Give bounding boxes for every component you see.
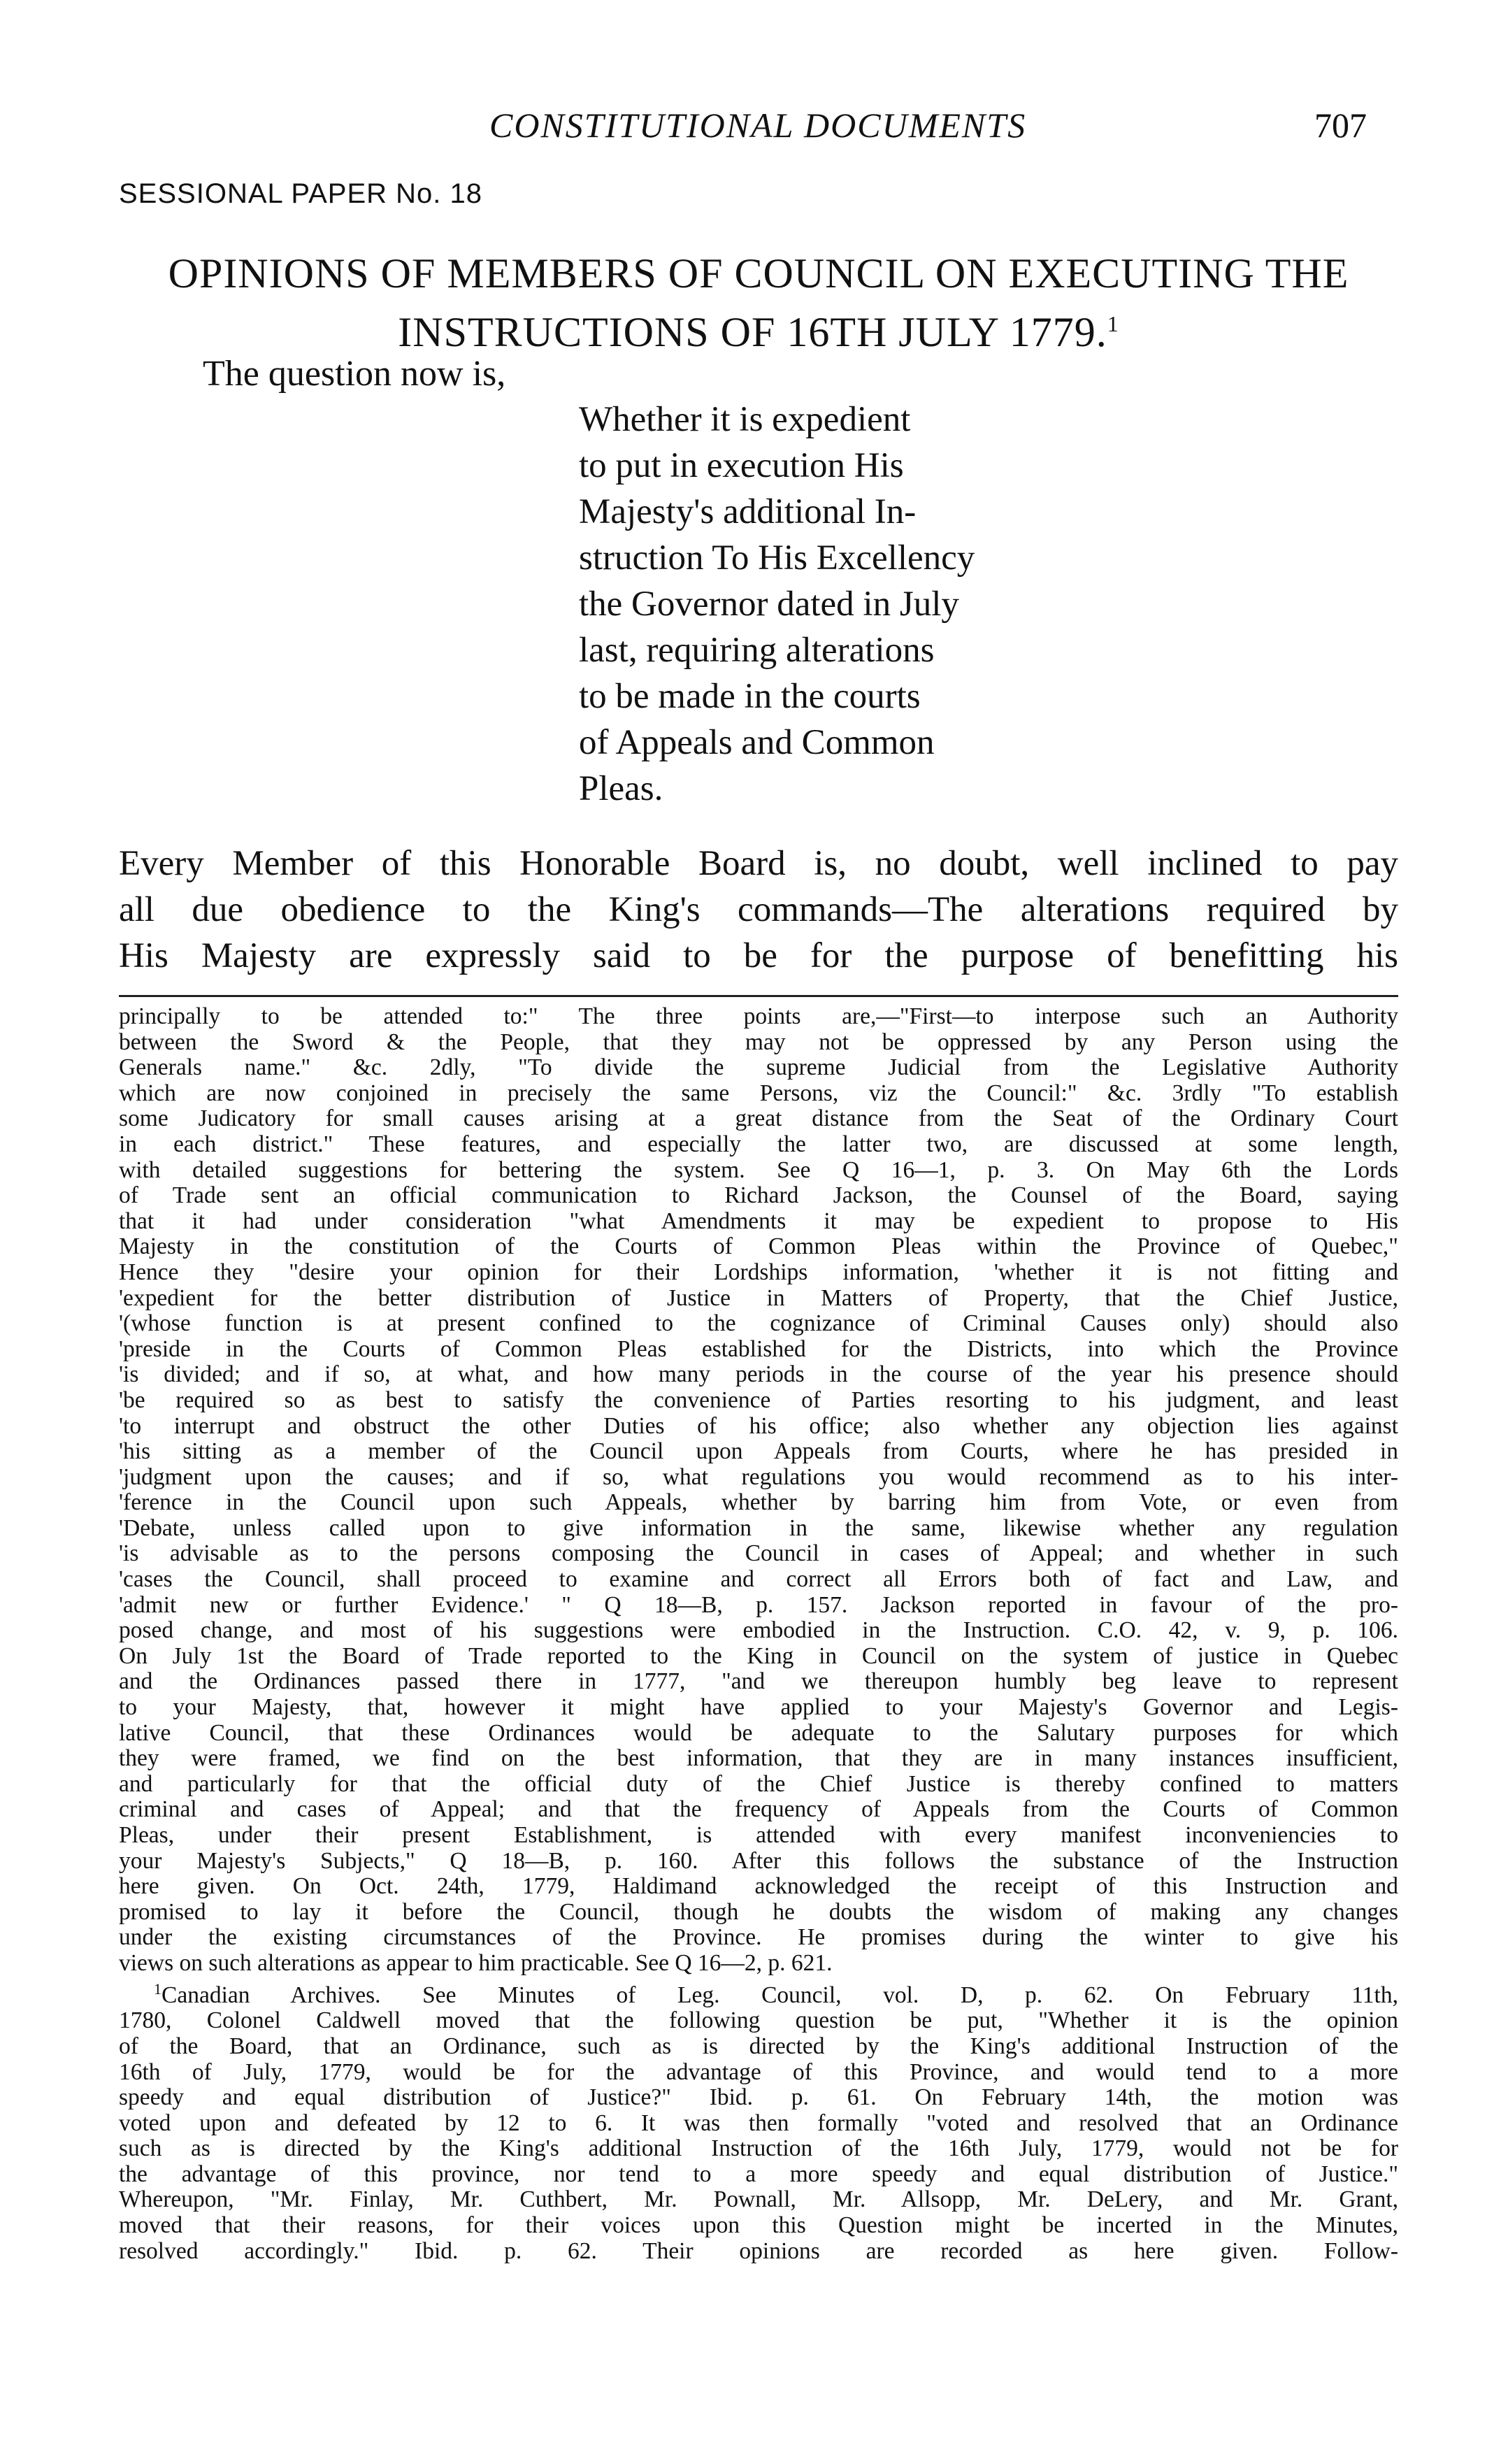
- document-title-text: OPINIONS OF MEMBERS OF COUNCIL ON EXECUTING THE INSTRUCTIONS OF 16TH JULY 1779.: [168, 250, 1349, 355]
- footnote-line: and the Ordinances passed there in 1777, "and we thereupon humbly beg leave to represent: [119, 1668, 1398, 1695]
- question-line: struction To His Excellency: [579, 538, 975, 578]
- footnote-line: speedy and equal distribution of Justice?" Ibid. p. 61. On February 14th, the motion was: [119, 2084, 1398, 2111]
- footnote-line: to your Majesty, that, however it might have applied to your Majesty's Governor and Legis-: [119, 1694, 1398, 1721]
- footnote-line: 'is advisable as to the persons composing the Council in cases of Appeal; and whether in such: [119, 1540, 1398, 1567]
- footnote-line: 1780, Colonel Caldwell moved that the following question be put, "Whether it is the opinion: [119, 2007, 1398, 2034]
- footnote-line: '(whose function is at present confined to the cognizance of Criminal Causes only) should also: [119, 1310, 1398, 1337]
- footnote-line: your Majesty's Subjects," Q 18—B, p. 160. After this follows the substance of the Instruction: [119, 1847, 1398, 1874]
- footnote-line: [119, 1977, 1398, 2009]
- body-line: His Majesty are expressly said to be for the purpose of benefitting his: [119, 936, 1398, 975]
- footnote-line: here given. On Oct. 24th, 1779, Haldimand acknowledged the receipt of this Instruction and: [119, 1873, 1398, 1900]
- question-line: last, requiring alterations: [579, 631, 935, 670]
- footnote-line: of Trade sent an official communication to Richard Jackson, the Counsel of the Board, saying: [119, 1182, 1398, 1209]
- footnote-line: Whereupon, "Mr. Finlay, Mr. Cuthbert, Mr. Pownall, Mr. Allsopp, Mr. DeLery, and Mr. Grant,: [119, 2186, 1398, 2213]
- footnote-line: On July 1st the Board of Trade reported to the King in Council on the system of justice in Quebec: [119, 1642, 1398, 1669]
- footnote-line: which are now conjoined in precisely the same Persons, viz the Council:" &c. 3rdly "To establish: [119, 1080, 1398, 1106]
- question-line: the Governor dated in July: [579, 585, 959, 624]
- footnote-line: Generals name." &c. 2dly, "To divide the supreme Judicial from the Legislative Authority: [119, 1054, 1398, 1081]
- footnote-line: voted upon and defeated by 12 to 6. It was then formally "voted and resolved that an Ordinance: [119, 2110, 1398, 2136]
- footnote-line: views on such alterations as appear to him practicable. See Q 16—2, p. 621.: [119, 1949, 833, 1976]
- page-number: 707: [1314, 106, 1367, 145]
- footnote-line: 'ference in the Council upon such Appeals, whether by barring him from Vote, or even from: [119, 1489, 1398, 1516]
- footnote-line: under the existing circumstances of the Province. He promises during the winter to give his: [119, 1924, 1398, 1951]
- footnote-line: principally to be attended to:" The three points are,—"First—to interpose such an Authority: [119, 1003, 1398, 1029]
- footnote-text: Canadian Archives. See Minutes of Leg. Council, vol. D, p. 62. On February 11th,: [161, 1982, 1398, 2008]
- footnote-line: and particularly for that the official duty of the Chief Justice is thereby confined to matters: [119, 1770, 1398, 1797]
- footnote-1: [119, 1977, 1398, 2265]
- footnote-line: 'be required so as best to satisfy the convenience of Parties resorting to his judgment, and least: [119, 1387, 1398, 1413]
- footnote-line: Hence they "desire your opinion for their Lordships information, 'whether it is not fitting and: [119, 1259, 1398, 1285]
- footnote-line: 'to interrupt and obstruct the other Duties of his office; also whether any objection lies against: [119, 1412, 1398, 1439]
- footnote-line: 'judgment upon the causes; and if so, what regulations you would recommend as to his inter-: [119, 1463, 1398, 1490]
- question-line: Pleas.: [579, 769, 663, 808]
- footnote-line: 'expedient for the better distribution of Justice in Matters of Property, that the Chief Justice,: [119, 1284, 1398, 1311]
- footnote-line: 'Debate, unless called upon to give information in the same, likewise whether any regulation: [119, 1514, 1398, 1541]
- footnote-line: lative Council, that these Ordinances would be adequate to the Salutary purposes for which: [119, 1719, 1398, 1746]
- footnote-line: promised to lay it before the Council, though he doubts the wisdom of making any changes: [119, 1898, 1398, 1925]
- footnote-line: they were framed, we find on the best information, that they are in many instances insufficient,: [119, 1745, 1398, 1772]
- footnotes: [119, 1004, 1398, 2264]
- body-line: Every Member of this Honorable Board is, no doubt, well inclined to pay: [119, 844, 1398, 883]
- question-line: of Appeals and Common: [579, 723, 935, 762]
- sessional-paper-label: SESSIONAL PAPER No. 18: [119, 178, 482, 209]
- footnote-divider: [119, 995, 1398, 997]
- footnote-line: such as is directed by the King's additional Instruction of the 16th July, 1779, would not be for: [119, 2135, 1398, 2162]
- question-line: to be made in the courts: [579, 677, 921, 716]
- document-title: [119, 248, 1398, 357]
- footnote-line: criminal and cases of Appeal; and that the frequency of Appeals from the Courts of Common: [119, 1796, 1398, 1823]
- footnote-line: posed change, and most of his suggestions were embodied in the Instruction. C.O. 42, v. 9, p. 106.: [119, 1617, 1398, 1644]
- footnote-line: 'is divided; and if so, at what, and how many periods in the course of the year his presence should: [119, 1361, 1398, 1388]
- question-block: [579, 396, 1124, 812]
- question-line: to put in execution His: [579, 446, 904, 485]
- continued-footnote: [119, 1004, 1398, 1977]
- question-intro: The question now is,: [203, 354, 506, 394]
- question-line: Whether it is expedient: [579, 400, 911, 439]
- footnote-line: that it had under consideration "what Amendments it may be expedient to propose to His: [119, 1208, 1398, 1234]
- footnote-line: between the Sword & the People, that they may not be oppressed by any Person using the: [119, 1029, 1398, 1055]
- footnote-line: Majesty in the constitution of the Courts of Common Pleas within the Province of Quebec,": [119, 1233, 1398, 1260]
- footnote-line: 'admit new or further Evidence.' " Q 18—B, p. 157. Jackson reported in favour of the pro-: [119, 1591, 1398, 1618]
- footnote-line: resolved accordingly." Ibid. p. 62. Their opinions are recorded as here given. Follow-: [119, 2237, 1398, 2264]
- footnote-mark: 1: [154, 1979, 161, 1998]
- footnote-line: Pleas, under their present Establishment, is attended with every manifest inconveniencies to: [119, 1822, 1398, 1848]
- footnote-line: of the Board, that an Ordinance, such as is directed by the King's additional Instruction of the: [119, 2033, 1398, 2059]
- footnote-line: 'his sitting as a member of the Council upon Appeals from Courts, where he has presided in: [119, 1438, 1398, 1465]
- footnote-line: 16th of July, 1779, would be for the advantage of this Province, and would tend to a more: [119, 2058, 1398, 2085]
- body-paragraph: [119, 840, 1398, 979]
- title-footnote-mark: 1: [1107, 311, 1119, 336]
- footnote-line: the advantage of this province, nor tend to a more speedy and equal distribution of Justice.": [119, 2161, 1398, 2187]
- body-line: all due obedience to the King's commands—The alterations required by: [119, 890, 1398, 929]
- footnote-line: moved that their reasons, for their voices upon this Question might be incerted in the Minutes,: [119, 2212, 1398, 2239]
- footnote-line: 'preside in the Courts of Common Pleas established for the Districts, into which the Province: [119, 1335, 1398, 1362]
- question-line: Majesty's additional In-: [579, 492, 917, 531]
- footnote-line: some Judicatory for small causes arising at a great distance from the Seat of the Ordinary Court: [119, 1105, 1398, 1132]
- footnote-line: in each district." These features, and especially the latter two, are discussed at some length,: [119, 1131, 1398, 1157]
- running-title: CONSTITUTIONAL DOCUMENTS: [489, 106, 1027, 145]
- footnote-line: with detailed suggestions for bettering the system. See Q 16—1, p. 3. On May 6th the Lords: [119, 1156, 1398, 1183]
- footnote-line: 'cases the Council, shall proceed to examine and correct all Errors both of fact and Law, and: [119, 1566, 1398, 1593]
